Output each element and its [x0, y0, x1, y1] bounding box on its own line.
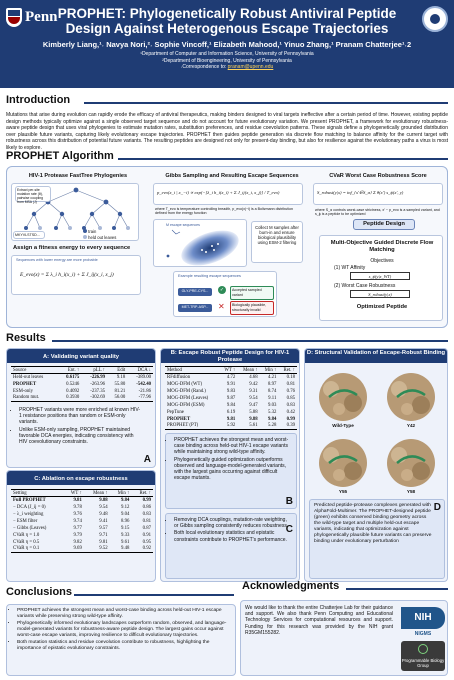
introduction-heading: Introduction [6, 94, 71, 106]
legend-heldout: held out leaves [83, 235, 116, 240]
penn-wordmark: Penn [25, 9, 58, 25]
lab-seal-icon [422, 6, 448, 32]
panel-d-caption: Predicted peptide-protease complexes generated with AlphaFold-Multimer. The PROPHET-designed peptide (green) exhibits conserved binding geometry across the wild-type target and multiple held-out escape variants, indicating that optimization against phylogenetically plausible future variants can preserve binding under evolutionary perturbation [314, 503, 432, 544]
col-source: Source [11, 367, 58, 374]
col-mean: Mean ↑ [84, 490, 110, 497]
lab-logo: Programmable Biology Group [401, 641, 445, 671]
example-seq-2: MET-TRP-ASP... [178, 304, 212, 312]
algorithm-heading: PROPHET Algorithm [6, 150, 114, 162]
legend-train: train [83, 229, 96, 234]
list-item: • Both local evolutionary statistics and epistatic constraints contribute to PROPHET's performance. [174, 530, 290, 542]
density-plot-label: M escape sequences [166, 223, 200, 227]
col-min: Min ↑ [260, 367, 279, 374]
poster-header [0, 0, 454, 88]
acknowledgments-heading: Acknowledgments [242, 580, 340, 592]
energy-caption: Assign a fitness energy to every sequence [13, 245, 131, 251]
panel-c-bullets [166, 517, 290, 544]
flow-matching-title: Multi-Objective Guided Discrete Flow Matching [330, 240, 434, 253]
table-row: Held-out leaves 0.6175 -226.99 9.18 -389.00 [13, 374, 151, 380]
energy-formula: E_evo(x) = Σ λ_i h_i(x_i) + Σ J_ij(x_i, x_j) [20, 272, 114, 278]
penn-shield-icon [6, 8, 22, 27]
robust-design-table [165, 366, 297, 430]
check-icon: ✓ [219, 287, 225, 293]
label-y42: Y42 [406, 423, 416, 428]
objective-1-formula: s_ϕ(y|x_WT) [350, 272, 410, 280]
structure-y55 [319, 439, 367, 487]
panel-b-title: B: Escape Robust Peptide Design for HIV-1 Protease [161, 349, 299, 363]
table-row: CVaR η = 1.0 9.79 9.71 9.33 0.91 [13, 532, 151, 538]
table-row: − ESM filter 9.74 9.41 8.96 0.81 [13, 518, 151, 524]
objective-2: (2) Worst Case Robustness [334, 283, 396, 289]
panel-b-findings [165, 433, 297, 509]
table-row: − λ_i weighting 9.76 9.48 9.04 0.83 [13, 511, 151, 517]
table-row: PROPHET (PT) 5.92 5.61 5.28 0.39 [167, 423, 295, 429]
list-item: • Unlike ESM-only sampling, PROPHET maintained favorable DCA energies, indicating consistency with HIV coevolutionary constraints. [19, 427, 141, 446]
conclusions-heading: Conclusions [6, 586, 73, 598]
label-y55: Y55 [338, 489, 348, 494]
col-min: Min ↑ [110, 490, 132, 497]
conclusions-box [6, 604, 236, 676]
algorithm-rule [118, 158, 448, 160]
gibbs-note: where T_evo is temperature controlling breadth, p_evo(x|−i) is a Boltzmann distribution defined from the energy function [155, 207, 293, 216]
poster-title [40, 6, 414, 36]
escape-density-plot [153, 219, 247, 267]
table-row: RFdiffusion 4.72 4.68 4.21 0.18 [167, 374, 295, 380]
examples-box [173, 271, 277, 317]
table-row: Full PROPHET 9.81 9.88 9.84 0.99 [13, 497, 151, 503]
panel-a-bullets [11, 407, 141, 446]
accepted-label: Accepted sampled variant [230, 286, 274, 300]
panel-d [304, 348, 448, 582]
results-heading: Results [6, 332, 46, 344]
table-row: − DCA (J_ij = 0) 9.78 9.54 9.12 0.86 [13, 504, 151, 510]
table-row: CVaR η = 0.5 9.82 9.81 9.61 0.95 [13, 539, 151, 545]
optimized-peptide-label: Optimized Peptide [356, 304, 408, 310]
col-ent: Ent. ↑ [58, 367, 82, 374]
panel-d-letter: D [433, 502, 441, 513]
affiliation-1: ¹Department of Computer and Information Science, University of Pennsylvania [140, 51, 314, 57]
affiliation-2: ²Department of Bioengineering, University of Pennsylvania [162, 57, 292, 64]
table-row: PepTune 6.19 5.88 5.32 0.42 [167, 409, 295, 415]
objectives-label: Objectives [370, 258, 394, 264]
panel-b [160, 348, 300, 582]
list-item: • PROPHET variants were more enriched at known HIV-1 resistance positions than random or ESM-only variants. [19, 407, 141, 426]
results-rule [52, 340, 448, 342]
list-item: • Phylogenetically informed evolutionary landscapes outperform random, observed, and language-model-generated variants for robustness-aware peptide design. The largest gains occur against worst-case escape variants, improving resilience to difficult evolutionary trajectories. [17, 621, 233, 639]
col-ret: Ret. ↑ [131, 490, 153, 497]
heldout-dot-icon [83, 235, 87, 239]
col-edit: Edit [107, 367, 127, 374]
correspondence: ˒Correspondence to: pranam@upenn.edu [180, 64, 274, 70]
title-line-1: PROPHET: Phylogenetically Robust Antiviral Peptide [57, 6, 397, 21]
panel-c [6, 470, 156, 582]
cvar-note: where S_α controls worst-case strictness, x′ ~ p_evo is a sampled variant, and s_ϕ is a peptide to be optimized [315, 208, 440, 217]
structure-y42 [387, 373, 435, 421]
list-item: • Removing DCA couplings, mutation-rate weighting, or Gibbs sampling consistently reduces robustness. [174, 517, 290, 529]
table-row: MOG-DFM (ESM) 9.84 9.47 9.03 0.83 [167, 402, 295, 408]
cvar-formula: S_robust(y|x) = inf_{x′∈S_α} Σ θ(x′) s_ϕ(x′, y) [317, 190, 404, 195]
panel-b-bullets [166, 437, 290, 482]
introduction-rule [84, 102, 448, 104]
structure-y58 [387, 439, 435, 487]
title-line-2: Design Against Heterogenous Escape Trajectories [65, 21, 389, 36]
table-row: Random mut. 0.3930 -302.69 56.00 -77.96 [13, 395, 151, 401]
panel-c-title: C: Ablation on escape robustness [7, 471, 155, 485]
col-setting: Setting [11, 490, 63, 497]
gibbs-formula: p_evo(x_i | x_−i) ∝ exp(−[λ_i h_i(x_i) + Σ J_ij(x_i, x_j)] / T_evo) [157, 190, 280, 195]
table-row: MOG-DFM (Leaves) 9.87 9.54 9.11 0.85 [167, 395, 295, 401]
energy-note: Sequences with lower energy are more probable [16, 258, 98, 262]
structure-wild-type [319, 373, 367, 421]
author-list: Kimberly Liang,¹˒ Navya Nori,²˒ Sophie Vincoff,¹ Elizabeth Mahood,¹ Yinuo Zhang,¹ Pranam Chatterjee¹˒2 [42, 40, 412, 49]
label-wild-type: Wild-Type [332, 423, 354, 428]
col-ret: Ret. ↑ [278, 367, 297, 374]
panel-d-caption-box [309, 499, 445, 579]
table-row: MOG-DFM (Rand.) 9.83 9.31 8.74 0.76 [167, 388, 295, 394]
panel-c-letter: C [285, 524, 293, 535]
conclusions-list [9, 608, 233, 653]
acknowledgments-rule [346, 588, 448, 590]
table-row: CVaR η = 0.1 9.69 9.52 9.48 0.92 [13, 546, 151, 552]
nih-logo: NIH [401, 607, 445, 629]
panel-a [6, 348, 156, 468]
table-row: ESM-only 0.4092 -237.35 81.21 -21.86 [13, 388, 151, 394]
col-dca: DCA ↓ [127, 367, 153, 374]
col-pll: pLL ↑ [81, 367, 107, 374]
lab-logo-icon [418, 644, 428, 654]
col-method: Method [165, 367, 219, 374]
rejected-label: Biologically plausible, structurally invalid [230, 301, 274, 315]
panel-a-letter: A [143, 454, 151, 465]
peptide-design-button[interactable]: Peptide Design [353, 219, 415, 230]
nigms-logo: NIGMS [414, 631, 432, 637]
list-item: • Both mutation statistics and residue coevolution contribute to robustness, highlighting the importance of epistatic evolutionary constraints. [17, 640, 233, 652]
cvar-panel-title: CVaR Worst Case Robustness Score [329, 173, 427, 179]
table-row: PROPHET 0.5246 -263.96 55.80 -542.40 [13, 381, 151, 387]
panel-b-letter: B [285, 496, 293, 507]
table-row: MOG-DFM (WT) 9.91 9.42 8.97 0.81 [167, 381, 295, 387]
acknowledgments-text: We would like to thank the entire Chatterjee Lab for their guidance and support. We also thank Penn Computing and Educational Technology Services for computational resources and support. Funding for this research was provided by the NIH grant R35GM155282. [245, 605, 393, 636]
phylogeny-panel-title: HIV-1 Protease FastTree Phylogenies [28, 173, 128, 179]
objective-1: (1) WT Affinity [334, 265, 366, 271]
gibbs-panel-title: Gibbs Sampling and Resulting Escape Sequences [165, 173, 299, 179]
example-seq-1: GLY-PRE-CYS... [178, 288, 212, 296]
col-wt: WT ↑ [63, 490, 84, 497]
panel-a-title: A: Validating variant quality [7, 349, 155, 363]
introduction-text: Mutations that arise during evolution can rapidly erode the efficacy of antiviral therapeutics, making binders designed to viral targets ineffective after a certain period of time. However, existing peptide design methods typically optimize against a single observed target sequence and do not account for future evolutionary variation. We present PROPHET, a framework for evolutionary robustness-aware peptide design that uses viral phylogenies to estimate mutation rates, substitution preferences, and residue coevolution patterns. These signals define a phylogenetically grounded distribution over plausible future variants, capturing likely evolutionary escape trajectories. PROPHET then guides peptide generation via discrete flow matching to balance affinity for the current target with robustness across this distribution of potential future variants. The resulting peptides are designed not only for present-day binding, but also for resilience against the evolutionary paths a virus is most likely to explore. [6, 112, 448, 151]
structure-renders [309, 367, 445, 499]
label-y58: Y58 [406, 489, 416, 494]
affiliations [0, 51, 454, 71]
cvar-formula-box [313, 183, 443, 205]
email-link[interactable]: pranam@upenn.edu [227, 64, 274, 70]
sequence-chip: MKYVLSTSD... [13, 231, 45, 239]
conclusions-rule [74, 594, 234, 596]
train-dot-icon [83, 229, 87, 233]
gibbs-formula-box [153, 183, 303, 205]
panel-c-findings [165, 513, 297, 579]
table-row: PROPHET 9.81 9.88 9.84 0.99 [167, 416, 295, 422]
col-mean: Mean ↑ [237, 367, 259, 374]
col-wt: WT ↑ [219, 367, 237, 374]
table-row: − Gibbs (Leaves) 9.77 9.57 9.15 0.87 [13, 525, 151, 531]
objective-2-formula: S_robust(y|x) [350, 290, 410, 298]
flow-matching-box [319, 235, 443, 321]
ablation-table [11, 489, 153, 553]
collect-samples-note: Collect M samples after burn-in and ensure biological plausibility using ESM-2 filtering [251, 221, 303, 263]
energy-box [11, 255, 141, 295]
panel-d-title: D: Structural Validation of Escape-Robust Binding [305, 349, 447, 363]
algorithm-figure [6, 166, 448, 328]
acknowledgments-box [240, 600, 448, 676]
examples-title: Example resulting escape sequences [178, 274, 241, 278]
list-item: • PROPHET achieves the strongest mean and worst-case binding across held-out HIV-1 escape variants while preserving strong wild-type affinity. [17, 608, 233, 620]
cross-icon: ✕ [218, 302, 225, 311]
list-item: • PROPHET achieves the strongest mean and worst-case binding across held-out HIV-1 escape variants while maintaining strong wild-type affinity. [174, 437, 290, 456]
list-item: • Phylogenetically guided optimization outperforms observed and language-model-generated variants, with the largest gains occurring against difficult escape mutants. [174, 457, 290, 482]
extract-note: Extract per-site mutation rate (θ), pairwise coupling from MSA (J) [15, 186, 51, 202]
variant-quality-table [11, 366, 153, 402]
